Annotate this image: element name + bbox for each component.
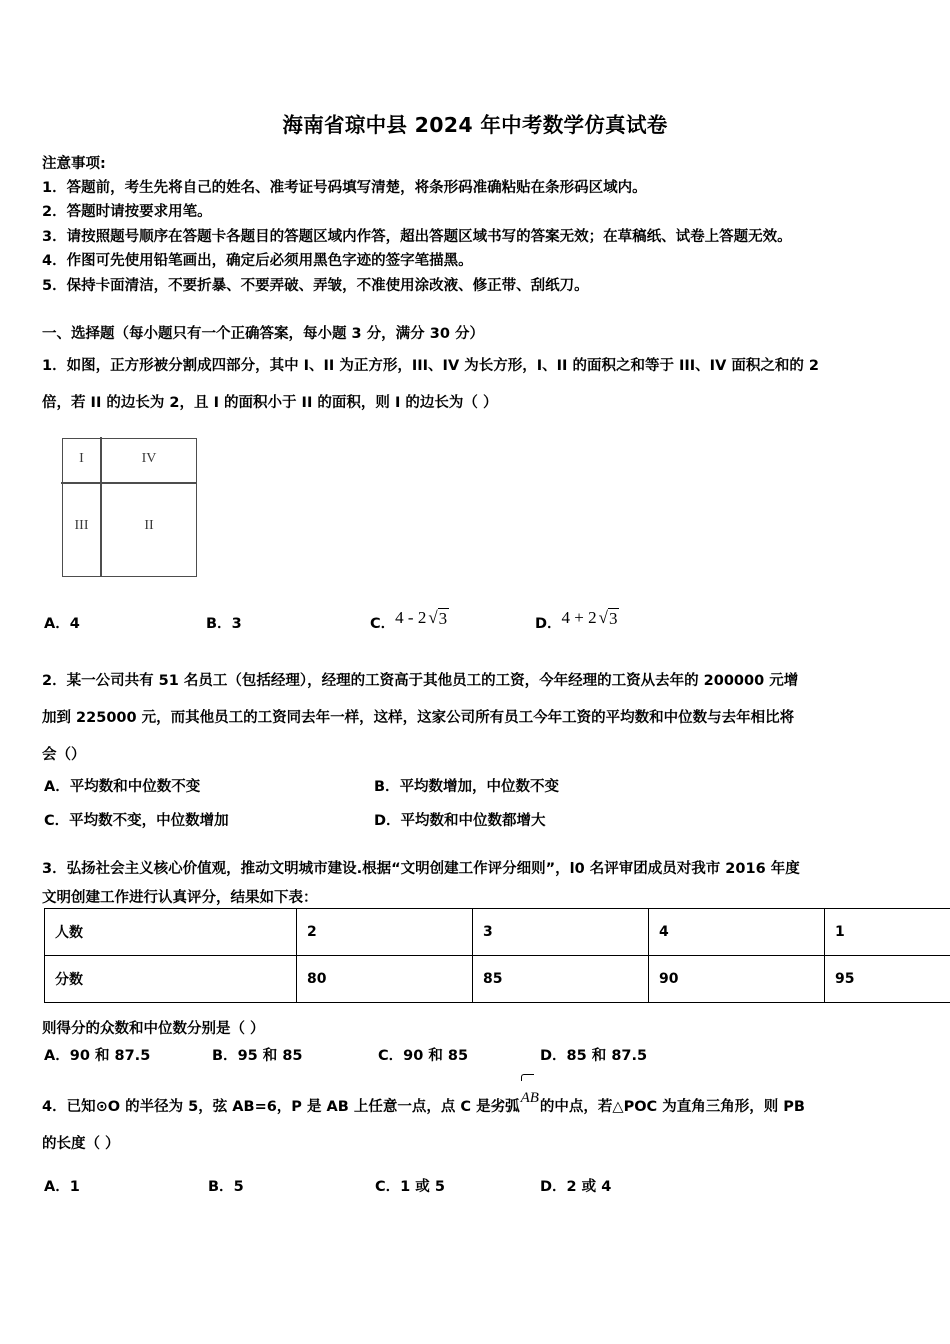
option-a-key: A． [44, 1179, 70, 1195]
question-3-option-b[interactable] [212, 1044, 303, 1065]
option-d-text: 85 和 87.5 [566, 1048, 648, 1064]
question-4-line-1 [42, 1089, 805, 1126]
option-d-key: D． [535, 616, 562, 632]
notice-item-4: 4．作图可先使用铅笔画出，确定后必须用黑色字迹的签字笔描黑。 [42, 253, 473, 270]
option-d-text: 2 或 4 [566, 1179, 612, 1195]
question-1-line-1: 1．如图，正方形被分割成四部分，其中 I、II 为正方形，III、IV 为长方形，I、II 的面积之和等于 III、IV 面积之和的 2 [42, 358, 819, 374]
question-2-option-c[interactable] [44, 809, 229, 830]
count-cell-2: 3 [473, 909, 649, 956]
table-row-score [45, 956, 950, 1003]
figure-label-IV: IV [141, 451, 157, 466]
question-3-line-1: 3．弘扬社会主义核心价值观，推动文明城市建设.根据“文明创建工作评分细则”，l0 名评审团成员对我市 2016 年度 [42, 861, 800, 877]
arc-overline-icon [521, 1074, 534, 1081]
score-cell-3: 90 [649, 956, 825, 1003]
question-1-line-2: 倍，若 II 的边长为 2，且 I 的面积小于 II 的面积，则 I 的边长为（ ） [42, 395, 498, 411]
option-a-key: A． [44, 616, 70, 632]
option-a-key: A． [44, 779, 70, 795]
figure-horizontal-divider [61, 482, 196, 484]
figure-label-III: III [74, 518, 89, 533]
score-cell-4: 95 [825, 956, 950, 1003]
question-4-line-2: 的长度（ ） [42, 1136, 120, 1152]
notice-item-2: 2．答题时请按要求用笔。 [42, 204, 212, 221]
notice-heading: 注意事项: [42, 156, 106, 172]
option-d-key: D． [540, 1048, 567, 1064]
option-b-text: 3 [231, 616, 242, 632]
option-a-text: 1 [69, 1179, 80, 1195]
question-1-option-a[interactable] [44, 612, 80, 633]
score-cell-1: 80 [297, 956, 473, 1003]
option-c-key: C． [370, 616, 396, 632]
option-b-text: 95 和 85 [237, 1048, 303, 1064]
question-3-option-d[interactable] [540, 1044, 647, 1065]
option-b-key: B． [374, 779, 400, 795]
question-2-option-d[interactable] [374, 809, 546, 830]
option-c-key: C． [378, 1048, 404, 1064]
option-b-key: B． [212, 1048, 238, 1064]
row-header-count: 人数 [45, 909, 297, 956]
option-a-text: 平均数和中位数不变 [69, 779, 201, 795]
table-row-count [45, 909, 950, 956]
figure-label-II: II [144, 518, 154, 533]
sqrt-symbol: √3 [598, 608, 618, 628]
question-3-line-2: 文明创建工作进行认真评分，结果如下表： [42, 890, 318, 906]
question-2-line-3: 会（） [42, 747, 86, 763]
option-c-key: C． [375, 1179, 401, 1195]
option-a-text: 4 [69, 616, 80, 632]
option-b-text: 5 [233, 1179, 244, 1195]
notice-item-5: 5．保持卡面清洁，不要折暴、不要弄破、弄皱，不准使用涂改液、修正带、刮纸刀。 [42, 277, 589, 294]
option-c-text: 平均数不变，中位数增加 [69, 813, 229, 829]
question-4-text-part-2: 的中点，若△POC 为直角三角形，则 PB [539, 1099, 805, 1115]
option-b-text: 平均数增加，中位数不变 [399, 779, 560, 795]
score-cell-2: 85 [473, 956, 649, 1003]
option-b-key: B． [208, 1179, 234, 1195]
question-4-text-part-1: 4．已知⊙O 的半径为 5，弦 AB=6，P 是 AB 上任意一点，点 C 是劣弧 [42, 1099, 520, 1115]
question-1-figure-square [62, 438, 197, 577]
question-3-option-a[interactable] [44, 1044, 150, 1065]
question-2-line-1: 2．某一公司共有 51 名员工（包括经理），经理的工资高于其他员工的工资，今年经理的工资从去年的 200000 元增 [42, 673, 799, 689]
option-c-math: 4 - 2 √3 [395, 608, 448, 628]
question-4-option-d[interactable] [540, 1175, 611, 1196]
option-c-text: 1 或 5 [400, 1179, 445, 1195]
question-4-option-c[interactable] [375, 1175, 445, 1196]
count-cell-1: 2 [297, 909, 473, 956]
question-4-option-b[interactable] [208, 1175, 244, 1196]
notice-item-3: 3．请按照题号顺序在答题卡各题目的答题区域内作答，超出答题区域书写的答案无效；在草稿纸、试卷上答题无效。 [42, 228, 792, 245]
notice-item-1: 1．答题前，考生先将自己的姓名、准考证号码填写清楚，将条形码准确粘贴在条形码区域内。 [42, 180, 647, 196]
page-title: 海南省琼中县 2024 年中考数学仿真试卷 [282, 113, 668, 137]
option-d-key: D． [374, 813, 401, 829]
option-d-key: D． [540, 1179, 567, 1195]
sqrt-symbol: √3 [428, 608, 448, 628]
option-c-text: 90 和 85 [403, 1048, 469, 1064]
notice-block [42, 152, 922, 298]
row-header-score: 分数 [45, 956, 297, 1003]
question-2-option-a[interactable] [44, 775, 200, 796]
figure-label-I: I [79, 451, 84, 466]
arc-ab-label: AB [520, 1090, 539, 1106]
option-c-key: C． [44, 813, 70, 829]
count-cell-3: 4 [649, 909, 825, 956]
question-4-option-a[interactable] [44, 1175, 80, 1196]
option-a-key: A． [44, 1048, 70, 1064]
question-1-option-b[interactable] [206, 612, 242, 633]
question-2-line-2: 加到 225000 元，而其他员工的工资同去年一样，这样，这家公司所有员工今年工资的平均数和中位数与去年相比将 [42, 710, 795, 726]
arc-ab-notation [520, 1080, 540, 1117]
question-1-option-d[interactable] [535, 608, 619, 633]
option-d-text: 平均数和中位数都增大 [400, 813, 546, 829]
option-a-text: 90 和 87.5 [69, 1048, 151, 1064]
question-1-option-c[interactable] [370, 608, 449, 633]
option-d-math: 4 + 2 √3 [561, 608, 618, 628]
question-2-option-b[interactable] [374, 775, 559, 796]
question-3-score-table [44, 908, 950, 1003]
question-3-option-c[interactable] [378, 1044, 468, 1065]
count-cell-4: 1 [825, 909, 950, 956]
section-heading-multiple-choice: 一、选择题（每小题只有一个正确答案，每小题 3 分，满分 30 分） [42, 326, 484, 342]
option-b-key: B． [206, 616, 232, 632]
question-3-prompt: 则得分的众数和中位数分别是（ ） [42, 1021, 265, 1037]
